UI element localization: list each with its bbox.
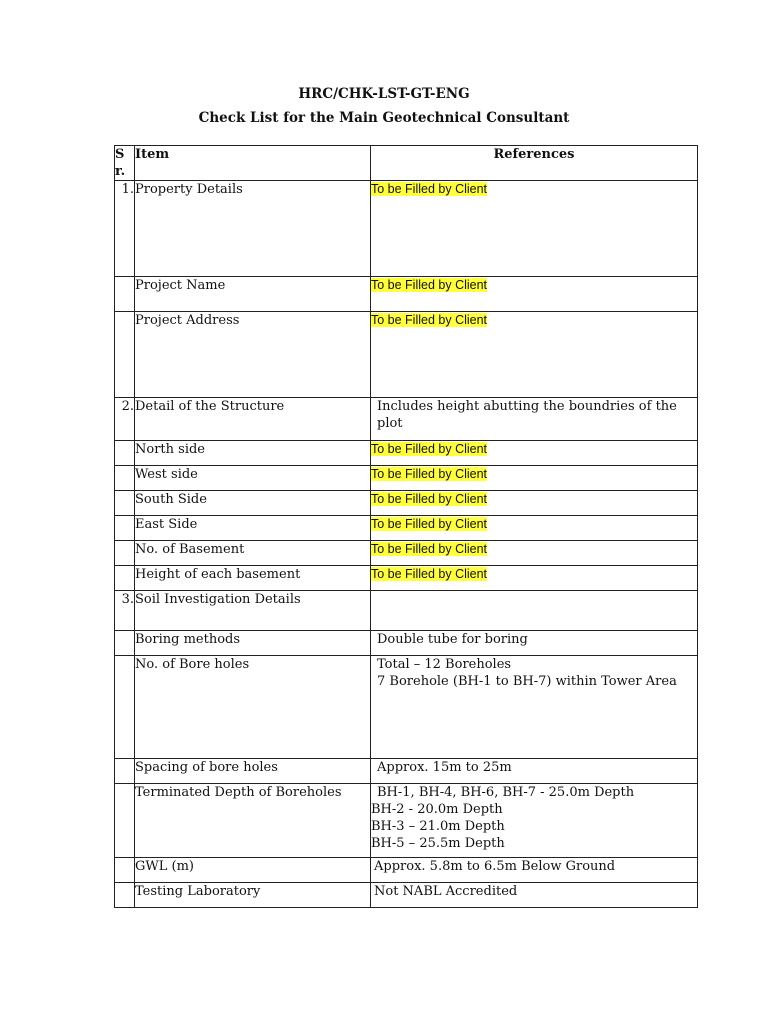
- document-title: Check List for the Main Geotechnical Consultant: [198, 110, 570, 126]
- table-row: [115, 181, 698, 277]
- row-item: Testing Laboratory: [135, 883, 371, 908]
- reference-line: BH-1, BH-4, BH-6, BH-7 - 25.0m Depth: [377, 785, 635, 800]
- reference-line: BH-5 – 25.5m Depth: [371, 836, 505, 851]
- row-sr: [115, 466, 135, 491]
- table-row: [115, 441, 698, 466]
- row-reference: To be Filled by Client: [371, 442, 488, 456]
- row-reference: To be Filled by Client: [371, 467, 488, 481]
- header-references: References: [371, 146, 698, 181]
- reference-line: 7 Borehole (BH-1 to BH-7) within Tower Area: [377, 674, 677, 689]
- table-row: [115, 466, 698, 491]
- row-item: GWL (m): [135, 858, 371, 883]
- row-sr: [115, 759, 135, 784]
- row-reference: Not NABL Accredited: [371, 883, 698, 908]
- row-reference: To be Filled by Client: [371, 182, 488, 196]
- row-item: West side: [135, 466, 371, 491]
- row-sr: [115, 516, 135, 541]
- row-item: Terminated Depth of Boreholes: [135, 784, 371, 858]
- table-row: [115, 312, 698, 398]
- row-item: North side: [135, 441, 371, 466]
- row-reference: Approx. 15m to 25m: [371, 759, 698, 784]
- header-sr: Sr.: [115, 146, 135, 181]
- row-reference: To be Filled by Client: [371, 313, 488, 327]
- row-item: Project Name: [135, 277, 371, 312]
- reference-line: BH-2 - 20.0m Depth: [371, 802, 503, 817]
- table-row: [115, 858, 698, 883]
- row-sr: 2.: [115, 398, 135, 441]
- document-code: HRC/CHK-LST-GT-ENG: [298, 86, 470, 102]
- table-row: [115, 883, 698, 908]
- row-reference: Includes height abutting the boundries of the plot: [371, 398, 698, 441]
- table-row: [115, 566, 698, 591]
- table-row: [115, 591, 698, 631]
- row-sr: [115, 631, 135, 656]
- table-row: [115, 516, 698, 541]
- table-header-row: [115, 146, 698, 181]
- reference-line: Total – 12 Boreholes: [377, 657, 512, 672]
- row-reference: To be Filled by Client: [371, 567, 488, 581]
- table-row: [115, 491, 698, 516]
- row-item: No. of Basement: [135, 541, 371, 566]
- row-reference: To be Filled by Client: [371, 517, 488, 531]
- row-sr: [115, 441, 135, 466]
- row-sr: [115, 656, 135, 759]
- row-reference: To be Filled by Client: [371, 492, 488, 506]
- row-sr: [115, 312, 135, 398]
- table-row: [115, 277, 698, 312]
- row-item: Project Address: [135, 312, 371, 398]
- table-row: [115, 784, 698, 858]
- table-row: [115, 541, 698, 566]
- row-item: Spacing of bore holes: [135, 759, 371, 784]
- row-sr: [115, 784, 135, 858]
- row-reference: [371, 591, 698, 631]
- row-sr: [115, 566, 135, 591]
- row-reference: To be Filled by Client: [371, 278, 488, 292]
- row-sr: [115, 277, 135, 312]
- row-reference: Double tube for boring: [371, 631, 698, 656]
- row-item: Soil Investigation Details: [135, 591, 371, 631]
- row-item: Property Details: [135, 181, 371, 277]
- row-item: Boring methods: [135, 631, 371, 656]
- table-row: [115, 631, 698, 656]
- row-sr: [115, 883, 135, 908]
- row-item: East Side: [135, 516, 371, 541]
- row-sr: [115, 858, 135, 883]
- row-item: Height of each basement: [135, 566, 371, 591]
- row-reference: Approx. 5.8m to 6.5m Below Ground: [371, 858, 698, 883]
- row-sr: [115, 491, 135, 516]
- checklist-table: [114, 145, 698, 908]
- row-item: South Side: [135, 491, 371, 516]
- table-row: [115, 398, 698, 441]
- row-sr: [115, 541, 135, 566]
- table-row: [115, 656, 698, 759]
- row-reference: To be Filled by Client: [371, 542, 488, 556]
- row-sr: 1.: [115, 181, 135, 277]
- header-item: Item: [135, 146, 371, 181]
- row-sr: 3.: [115, 591, 135, 631]
- row-item: Detail of the Structure: [135, 398, 371, 441]
- reference-line: BH-3 – 21.0m Depth: [371, 819, 505, 834]
- row-reference: [371, 784, 698, 858]
- row-reference: [371, 656, 698, 759]
- table-row: [115, 759, 698, 784]
- row-item: No. of Bore holes: [135, 656, 371, 759]
